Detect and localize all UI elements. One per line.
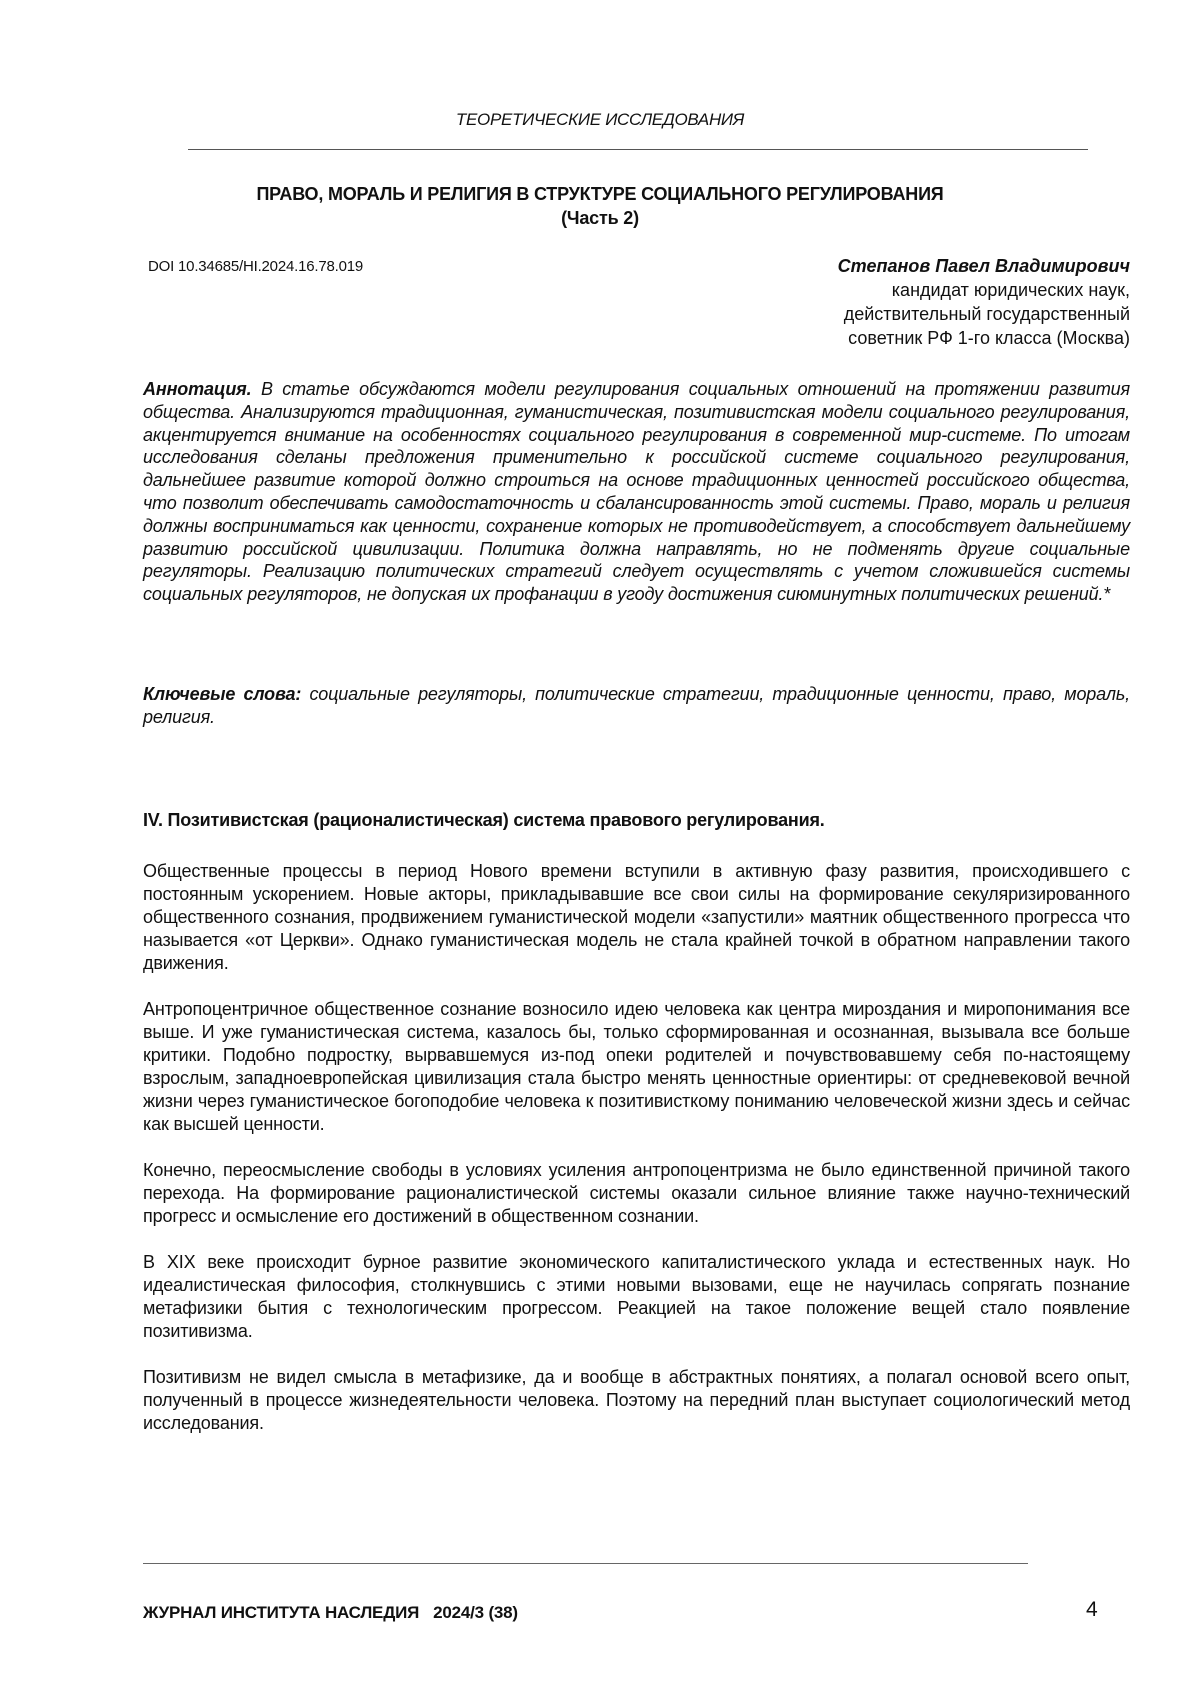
abstract-text: В статье обсуждаются модели регулирования социальных отношений на протяжении развития общества. Анализируются традиционная, гуманистическая, позитивистская модели социального регулирования, акцентируется внимание на особенностях социального регулирования в современной мир-системе. По итогам исследования сделаны предложения применительно к российской системе социального регулирования, дальнейшее развитие которой должно строиться на основе традиционных ценностей российского общества, что позволит обеспечивать самодостаточность и сбалансированность этой системы. Право, мораль и религия должны восприниматься как ценности, сохранение которых не противодействует, а способствует дальнейшему развитию российской цивилизации. Политика должна направлять, но не подменять другие социальные регуляторы. Реализацию политических стратегий следует осуществлять с учетом сложившейся системы социальных регуляторов, не допуская их профанации в угоду достижения сиюминутных политических решений.*	[143, 379, 1130, 605]
paragraph: Позитивизм не видел смысла в метафизике, да и вообще в абстрактных понятиях, а полагал основой всего опыт, полученный в процессе жизнедеятельности человека. Поэтому на передний план выступает социологический метод исследования.	[143, 1367, 1130, 1433]
journal-name: ЖУРНАЛ ИНСТИТУТА НАСЛЕДИЯ	[143, 1603, 420, 1622]
paragraph: В XIX веке происходит бурное развитие экономического капиталистического уклада и естественных наук. Но идеалистическая философия, столкнувшись с этими новыми вызовами, еще не научилась сопрягать познание метафизики бытия с технологическим прогрессом. Реакцией на такое положение вещей стало появление позитивизма.	[143, 1252, 1130, 1341]
author-affiliation-line: советник РФ 1-го класса (Москва)	[848, 328, 1130, 348]
paragraph: Конечно, переосмысление свободы в условиях усиления антропоцентризма не было единственной причиной такого перехода. На формирование рационалистической системы оказали сильное влияние также научно-технический прогресс и осмысление его достижений в общественном сознании.	[143, 1160, 1130, 1226]
keywords-text: социальные регуляторы, политические стратегии, традиционные ценности, право, мораль, религия.	[143, 684, 1130, 727]
body-text	[143, 860, 1130, 1458]
title-main: ПРАВО, МОРАЛЬ И РЕЛИГИЯ В СТРУКТУРЕ СОЦИАЛЬНОГО РЕГУЛИРОВАНИЯ	[256, 184, 944, 204]
author-name: Степанов Павел Владимирович	[837, 256, 1130, 276]
paragraph: Антропоцентричное общественное сознание возносило идею человека как центра мироздания и миропонимания все выше. И уже гуманистическая система, казалось бы, только сформированная и осознанная, вызывала все больше критики. Подобно подростку, вырвавшемуся из-под опеки родителей и почувствовавшему себя по-настоящему взрослым, западноевропейская цивилизация стала быстро менять ценностные ориентиры: от средневековой вечной жизни через гуманистическое богоподобие человека к позитивисткому пониманию человеческой жизни здесь и сейчас как высшей ценности.	[143, 999, 1130, 1134]
keywords-label: Ключевые слова:	[143, 684, 302, 704]
page-number: 4	[1086, 1598, 1098, 1621]
title-part: (Часть 2)	[561, 208, 639, 228]
doi: DOI 10.34685/HI.2024.16.78.019	[148, 258, 364, 275]
paragraph: Общественные процессы в период Нового времени вступили в активную фазу развития, происходившего с постоянным ускорением. Новые акторы, прикладывавшие все свои силы на формирование секуляризированного общественного сознания, продвижением гуманистической модели «запустили» маятник общественного прогресса что называется «от Церкви». Однако гуманистическая модель не стала крайней точкой в обратном направлении такого движения.	[143, 861, 1130, 973]
article-title	[0, 182, 1200, 230]
running-head: ТЕОРЕТИЧЕСКИЕ ИССЛЕДОВАНИЯ	[455, 110, 745, 129]
header-divider	[188, 149, 1088, 150]
abstract-label: Аннотация.	[143, 379, 252, 399]
section-heading: IV. Позитивистская (рационалистическая) система правового регулирования.	[143, 810, 825, 830]
footer-divider	[143, 1563, 1028, 1564]
footer-journal	[143, 1603, 518, 1623]
author-affiliation-line: кандидат юридических наук,	[891, 280, 1130, 300]
keywords	[143, 683, 1130, 729]
author-affiliation-line: действительный государственный	[843, 304, 1130, 324]
journal-issue: 2024/3 (38)	[433, 1603, 518, 1622]
abstract	[143, 378, 1130, 606]
author-block	[838, 254, 1130, 350]
